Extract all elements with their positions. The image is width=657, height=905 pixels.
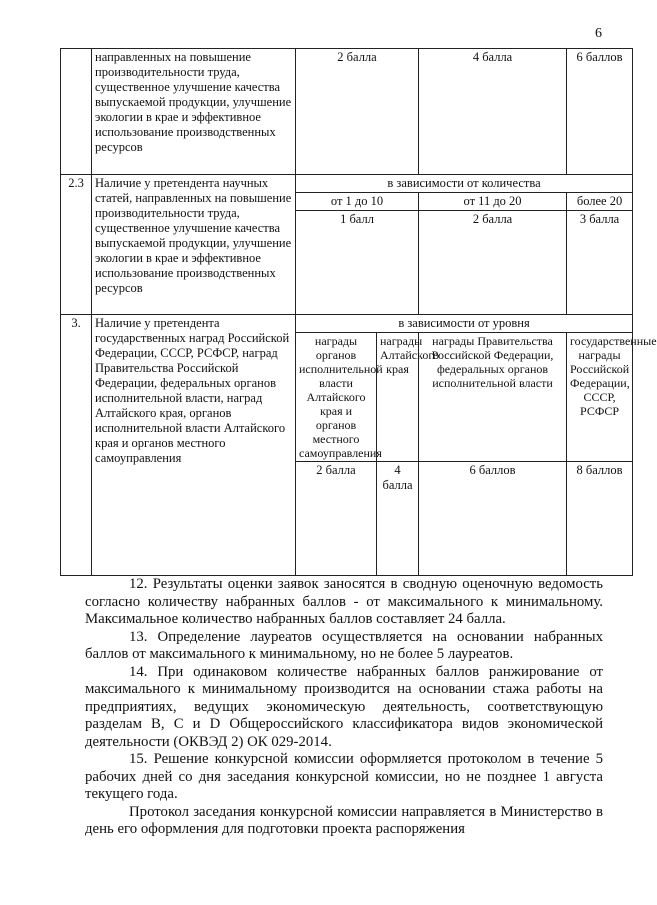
- criterion-header: в зависимости от количества: [296, 175, 633, 193]
- paragraph-protocol: Протокол заседания конкурсной комиссии направляется в Министерство в день его оформления для подготовки проекта распоряжения: [85, 803, 603, 837]
- row-number: 2.3: [61, 175, 92, 315]
- table-row-3: [61, 315, 633, 333]
- paragraph-15: 15. Решение конкурсной комиссии оформляется протоколом в течение 5 рабочих дней со дня заседания конкурсной комиссии, но не позднее 1 августа текущего года.: [85, 751, 603, 802]
- range-cell: от 1 до 10: [296, 193, 419, 211]
- score-cell: 8 баллов: [567, 462, 633, 576]
- range-cell: более 20: [567, 193, 633, 211]
- row-number: [61, 49, 92, 175]
- level-cell: награды Правительства Российской Федерации, федеральных органов исполнительной власти: [419, 333, 567, 462]
- range-cell: от 11 до 20: [419, 193, 567, 211]
- score-cell: 4 балла: [419, 49, 567, 175]
- criteria-table: [60, 48, 657, 576]
- row-number: 3.: [61, 315, 92, 576]
- criterion-description: направленных на повышение производительности труда, существенное улучшение качества выпускаемой продукции, улучшение экологии в крае и эффективное использование производственных ресурсов: [92, 49, 296, 175]
- score-cell: 2 балла: [419, 211, 567, 315]
- level-cell: государственные награды Российской Федерации, СССР, РСФСР: [567, 333, 633, 462]
- table-row-2-3: [61, 175, 633, 193]
- paragraph-13: 13. Определение лауреатов осуществляется на основании набранных баллов от максимального к минимальному, но не более 5 лауреатов.: [85, 628, 603, 662]
- paragraph-14: 14. При одинаковом количестве набранных баллов ранжирование от максимального к минимальному производится на основании стажа работы на предприятиях, ведущих экономическую деятельность, соответствующую разделам B, C и D Общероссийского классификатора видов экономической деятельности (ОКВЭД 2) ОК 029-2014.: [85, 663, 603, 750]
- criterion-header: в зависимости от уровня: [296, 315, 633, 333]
- paragraph-12: 12. Результаты оценки заявок заносятся в сводную оценочную ведомость согласно количеству набранных баллов - от максимального к минимальному. Максимальное количество набранных баллов составляет 24 балла.: [85, 576, 603, 627]
- score-cell: 2 балла: [296, 49, 419, 175]
- level-cell: награды органов исполнительной власти Алтайского края и органов местного самоуправления: [296, 333, 377, 462]
- criterion-description: Наличие у претендента государственных наград Российской Федерации, СССР, РСФСР, наград Правительства Российской Федерации, федеральных органов исполнительной власти, наград Алтайского края, органов исполнительной власти Алтайского края и органов местного самоуправления: [92, 315, 296, 576]
- score-cell: 1 балл: [296, 211, 419, 315]
- level-cell: награды Алтайского края: [377, 333, 419, 462]
- score-cell: 3 балла: [567, 211, 633, 315]
- score-cell: 4 балла: [377, 462, 419, 576]
- score-cell: 2 балла: [296, 462, 377, 576]
- body-text: [85, 576, 603, 839]
- table-row-continued: [61, 49, 633, 175]
- score-cell: 6 баллов: [567, 49, 633, 175]
- criterion-description: Наличие у претендента научных статей, направленных на повышение производительности труда, существенное улучшение качества выпускаемой продукции, улучшение экологии в крае и эффективное использование производственных ресурсов: [92, 175, 296, 315]
- page-number: 6: [595, 26, 602, 41]
- score-cell: 6 баллов: [419, 462, 567, 576]
